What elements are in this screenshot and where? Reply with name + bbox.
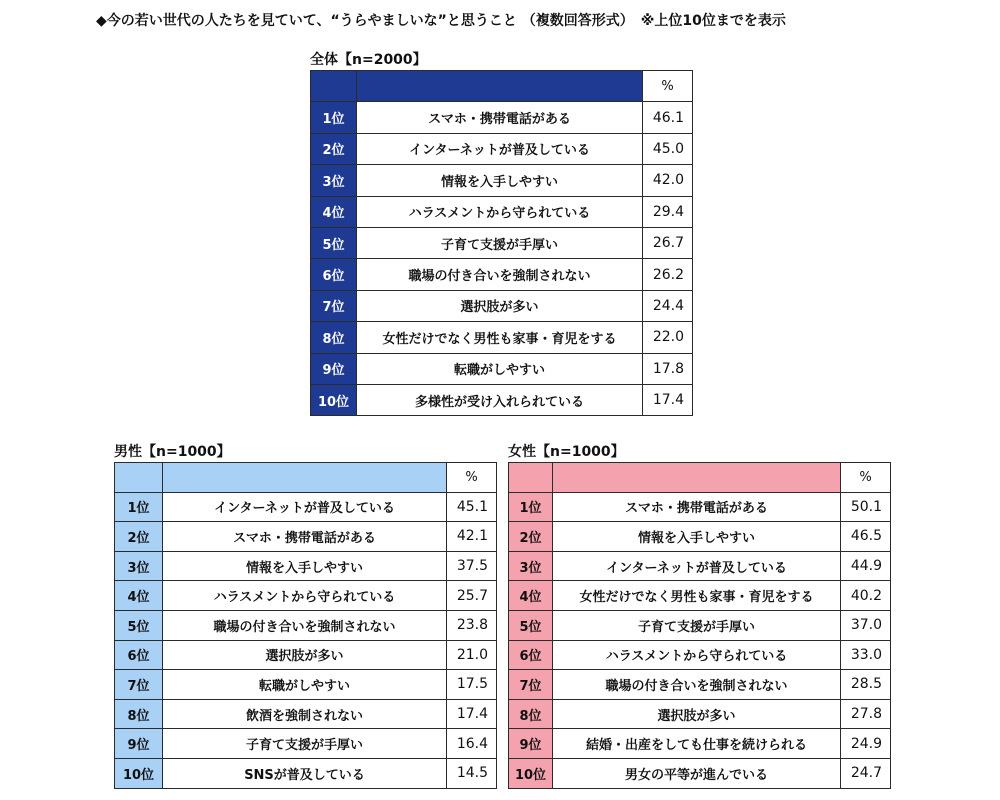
- item-cell: ハラスメントから守られている: [163, 581, 447, 611]
- header-row: [509, 463, 891, 493]
- table-row: [115, 758, 497, 788]
- rank-cell: 2位: [509, 522, 553, 552]
- item-cell: スマホ・携帯電話がある: [163, 522, 447, 552]
- value-cell: 33.0: [841, 640, 891, 670]
- rank-cell: 5位: [115, 610, 163, 640]
- value-cell: 45.0: [643, 133, 693, 164]
- rank-cell: 9位: [311, 353, 357, 384]
- table-row: [509, 699, 891, 729]
- item-cell: スマホ・携帯電話がある: [553, 492, 841, 522]
- value-cell: 26.7: [643, 227, 693, 258]
- value-cell: 22.0: [643, 322, 693, 353]
- value-cell: 24.4: [643, 290, 693, 321]
- value-cell: 16.4: [447, 729, 497, 759]
- value-cell: 46.5: [841, 522, 891, 552]
- rank-cell: 9位: [115, 729, 163, 759]
- value-cell: 27.8: [841, 699, 891, 729]
- item-cell: 転職がしやすい: [357, 353, 643, 384]
- header-unit-cell: %: [447, 463, 497, 493]
- item-cell: 女性だけでなく男性も家事・育児をする: [553, 581, 841, 611]
- item-cell: 転職がしやすい: [163, 670, 447, 700]
- rank-cell: 8位: [115, 699, 163, 729]
- table-row: [115, 581, 497, 611]
- item-cell: 情報を入手しやすい: [163, 551, 447, 581]
- overall-ranking-table: [310, 50, 693, 416]
- item-cell: 男女の平等が進んでいる: [553, 758, 841, 788]
- table-row: [311, 290, 693, 321]
- item-cell: 子育て支援が手厚い: [163, 729, 447, 759]
- table-row: [115, 699, 497, 729]
- table-caption: 男性【n=1000】: [114, 444, 231, 460]
- value-cell: 37.5: [447, 551, 497, 581]
- value-cell: 40.2: [841, 581, 891, 611]
- page-title: ◆今の若い世代の人たちを見ていて、“うらやましいな”と思うこと （複数回答形式） ※上位10位までを表示: [96, 13, 786, 29]
- rank-cell: 7位: [115, 670, 163, 700]
- rank-cell: 6位: [115, 640, 163, 670]
- rank-cell: 9位: [509, 729, 553, 759]
- item-cell: 職場の付き合いを強制されない: [357, 259, 643, 290]
- value-cell: 25.7: [447, 581, 497, 611]
- table-row: [311, 384, 693, 415]
- rank-cell: 4位: [509, 581, 553, 611]
- rank-cell: 8位: [311, 322, 357, 353]
- rank-cell: 3位: [115, 551, 163, 581]
- table-row: [509, 640, 891, 670]
- header-item-cell: [357, 71, 643, 102]
- item-cell: 選択肢が多い: [553, 699, 841, 729]
- item-cell: 情報を入手しやすい: [357, 165, 643, 196]
- header-rank-cell: [115, 463, 163, 493]
- value-cell: 14.5: [447, 758, 497, 788]
- rank-cell: 4位: [311, 196, 357, 227]
- value-cell: 28.5: [841, 670, 891, 700]
- table-caption: 全体【n=2000】: [310, 52, 427, 68]
- header-unit-cell: %: [841, 463, 891, 493]
- rank-cell: 3位: [311, 165, 357, 196]
- table-row: [115, 551, 497, 581]
- header-unit-cell: %: [643, 71, 693, 102]
- item-cell: 情報を入手しやすい: [553, 522, 841, 552]
- item-cell: 選択肢が多い: [163, 640, 447, 670]
- male-ranking-table: [114, 442, 497, 789]
- item-cell: SNSが普及している: [163, 758, 447, 788]
- rank-cell: 6位: [509, 640, 553, 670]
- table-row: [509, 522, 891, 552]
- female-ranking-table: [508, 442, 891, 789]
- table-row: [311, 353, 693, 384]
- table-caption: 女性【n=1000】: [508, 444, 625, 460]
- header-item-cell: [553, 463, 841, 493]
- item-cell: ハラスメントから守られている: [357, 196, 643, 227]
- item-cell: 結婚・出産をしても仕事を続けられる: [553, 729, 841, 759]
- rank-cell: 3位: [509, 551, 553, 581]
- value-cell: 29.4: [643, 196, 693, 227]
- item-cell: 子育て支援が手厚い: [357, 227, 643, 258]
- table-row: [311, 165, 693, 196]
- table-row: [311, 259, 693, 290]
- rank-cell: 4位: [115, 581, 163, 611]
- table-row: [509, 729, 891, 759]
- item-cell: 女性だけでなく男性も家事・育児をする: [357, 322, 643, 353]
- value-cell: 23.8: [447, 610, 497, 640]
- table-row: [311, 102, 693, 133]
- table-row: [509, 670, 891, 700]
- table-row: [115, 729, 497, 759]
- table-row: [509, 581, 891, 611]
- rank-cell: 8位: [509, 699, 553, 729]
- value-cell: 24.9: [841, 729, 891, 759]
- table-row: [115, 492, 497, 522]
- item-cell: インターネットが普及している: [553, 551, 841, 581]
- rank-cell: 1位: [115, 492, 163, 522]
- table-row: [509, 551, 891, 581]
- table-row: [311, 322, 693, 353]
- table-row: [311, 196, 693, 227]
- item-cell: インターネットが普及している: [163, 492, 447, 522]
- table-row: [115, 610, 497, 640]
- rank-cell: 6位: [311, 259, 357, 290]
- header-rank-cell: [311, 71, 357, 102]
- item-cell: 多様性が受け入れられている: [357, 384, 643, 415]
- value-cell: 17.4: [447, 699, 497, 729]
- header-item-cell: [163, 463, 447, 493]
- item-cell: 飲酒を強制されない: [163, 699, 447, 729]
- rank-cell: 10位: [311, 384, 357, 415]
- rank-cell: 5位: [311, 227, 357, 258]
- table-row: [509, 492, 891, 522]
- value-cell: 17.5: [447, 670, 497, 700]
- item-cell: スマホ・携帯電話がある: [357, 102, 643, 133]
- header-row: [311, 71, 693, 102]
- header-row: [115, 463, 497, 493]
- value-cell: 17.4: [643, 384, 693, 415]
- value-cell: 50.1: [841, 492, 891, 522]
- table-row: [509, 758, 891, 788]
- rank-cell: 1位: [311, 102, 357, 133]
- value-cell: 46.1: [643, 102, 693, 133]
- item-cell: 職場の付き合いを強制されない: [163, 610, 447, 640]
- rank-cell: 2位: [311, 133, 357, 164]
- item-cell: 職場の付き合いを強制されない: [553, 670, 841, 700]
- value-cell: 45.1: [447, 492, 497, 522]
- item-cell: 子育て支援が手厚い: [553, 610, 841, 640]
- header-rank-cell: [509, 463, 553, 493]
- rank-cell: 10位: [115, 758, 163, 788]
- value-cell: 42.1: [447, 522, 497, 552]
- rank-cell: 5位: [509, 610, 553, 640]
- rank-cell: 10位: [509, 758, 553, 788]
- table-row: [311, 227, 693, 258]
- rank-cell: 1位: [509, 492, 553, 522]
- value-cell: 42.0: [643, 165, 693, 196]
- item-cell: 選択肢が多い: [357, 290, 643, 321]
- table-row: [311, 133, 693, 164]
- table-row: [115, 640, 497, 670]
- rank-cell: 2位: [115, 522, 163, 552]
- value-cell: 21.0: [447, 640, 497, 670]
- table-row: [115, 670, 497, 700]
- rank-cell: 7位: [311, 290, 357, 321]
- table-row: [509, 610, 891, 640]
- value-cell: 26.2: [643, 259, 693, 290]
- item-cell: インターネットが普及している: [357, 133, 643, 164]
- table-row: [115, 522, 497, 552]
- value-cell: 44.9: [841, 551, 891, 581]
- value-cell: 24.7: [841, 758, 891, 788]
- value-cell: 17.8: [643, 353, 693, 384]
- rank-cell: 7位: [509, 670, 553, 700]
- item-cell: ハラスメントから守られている: [553, 640, 841, 670]
- value-cell: 37.0: [841, 610, 891, 640]
